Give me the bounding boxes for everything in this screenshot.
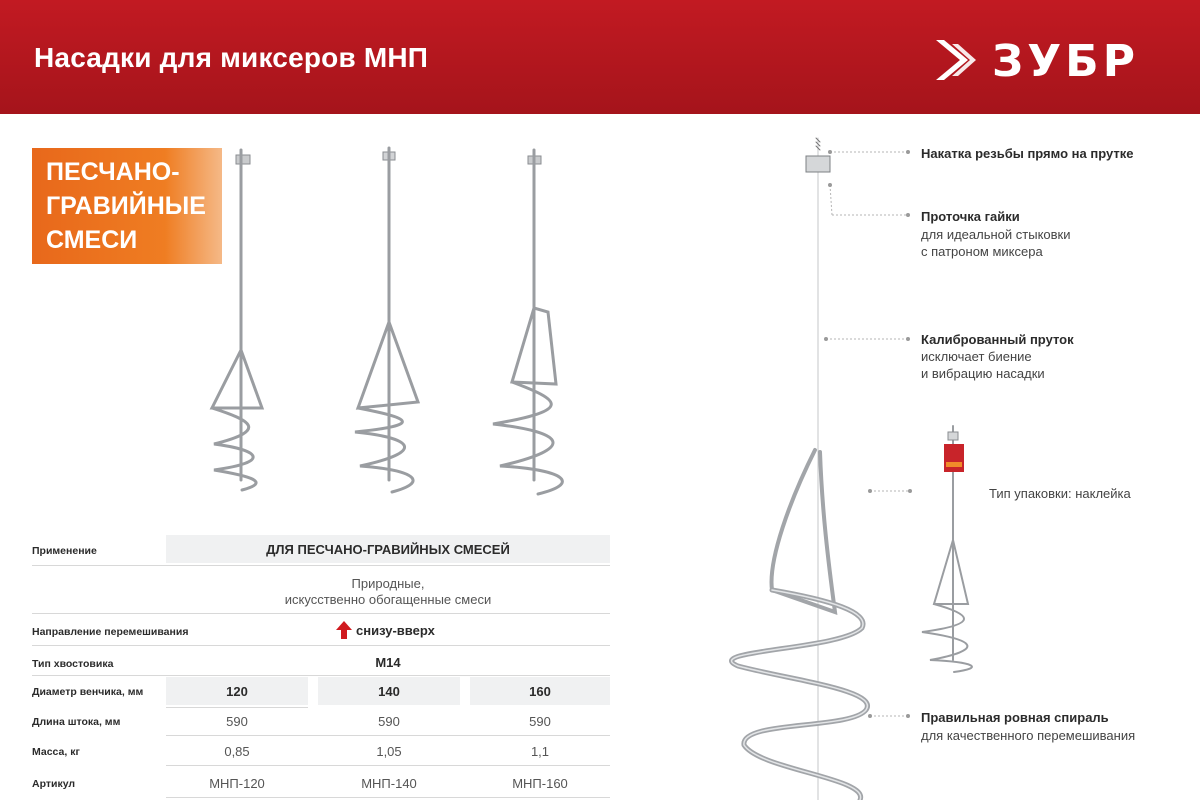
row-label-article: Артикул — [32, 778, 76, 790]
row-label-shank: Тип хвостовика — [32, 658, 114, 670]
callout-nut-line-2: с патроном миксера — [921, 244, 1043, 259]
row-divider — [32, 675, 610, 676]
diameter-160: 160 — [529, 684, 551, 699]
mixtures-line-2: искусственно обогащенные смеси — [284, 592, 492, 607]
callout-rod-title: Калиброванный пруток — [921, 332, 1074, 347]
row-label-diameter: Диаметр венчика, мм — [32, 686, 144, 698]
header-banner — [0, 0, 1200, 114]
row-divider — [166, 735, 610, 736]
callout-package-text: Тип упаковки: наклейка — [989, 486, 1131, 501]
mass-120: 0,85 — [224, 744, 250, 759]
callout-rod-line-2: и вибрацию насадки — [921, 366, 1045, 381]
article-160: МНП-160 — [512, 776, 568, 791]
category-badge — [32, 148, 222, 264]
brand-logo — [930, 32, 1170, 88]
callout-rod-line-1: исключает биение — [921, 349, 1032, 364]
row-label-direction: Направление перемешивания — [32, 626, 189, 638]
row-divider — [32, 565, 610, 566]
row-divider — [32, 613, 610, 614]
mass-140: 1,05 — [376, 744, 402, 759]
badge-line-3: СМЕСИ — [46, 226, 138, 254]
callout-leaders — [826, 152, 910, 716]
mixer-140-image — [355, 148, 418, 492]
page-title: Насадки для миксеров МНП — [34, 42, 429, 73]
row-divider — [166, 765, 610, 766]
callout-nut-title: Проточка гайки — [921, 209, 1020, 224]
shank-value: М14 — [375, 655, 401, 670]
callout-spiral-line-1: для качественного перемешивания — [921, 728, 1136, 743]
direction-value: снизу-вверх — [356, 623, 435, 638]
callout-dots — [824, 150, 912, 718]
callout-thread-title: Накатка резьбы прямо на прутке — [921, 146, 1134, 161]
diameter-140: 140 — [378, 684, 400, 699]
mass-160: 1,1 — [530, 744, 550, 759]
packaged-mixer-image — [922, 426, 972, 672]
large-mixer-image — [731, 138, 867, 800]
diameter-120: 120 — [226, 684, 248, 699]
cell-divider — [166, 707, 308, 708]
row-label-length: Длина штока, мм — [32, 716, 121, 728]
article-120: МНП-120 — [209, 776, 265, 791]
article-140: МНП-140 — [361, 776, 417, 791]
callout-nut-line-1: для идеальной стыковки — [921, 227, 1071, 242]
length-120: 590 — [226, 714, 248, 729]
badge-line-2: ГРАВИЙНЫЕ — [46, 192, 206, 220]
callout-spiral-title: Правильная ровная спираль — [921, 710, 1109, 725]
badge-line-1: ПЕСЧАНО- — [46, 158, 180, 186]
arrow-up-icon — [336, 621, 352, 639]
row-label-application: Применение — [32, 545, 97, 557]
row-divider — [32, 645, 610, 646]
application-value: ДЛЯ ПЕСЧАНО-ГРАВИЙНЫХ СМЕСЕЙ — [266, 542, 510, 557]
row-divider — [166, 797, 610, 798]
mixer-160-image — [493, 150, 562, 494]
brand-name: ЗУБР — [992, 36, 1139, 87]
brand-arrow-icon — [930, 32, 986, 88]
length-160: 590 — [529, 714, 551, 729]
mixtures-line-1: Природные, — [351, 576, 425, 591]
row-label-mass: Масса, кг — [32, 746, 80, 758]
length-140: 590 — [378, 714, 400, 729]
